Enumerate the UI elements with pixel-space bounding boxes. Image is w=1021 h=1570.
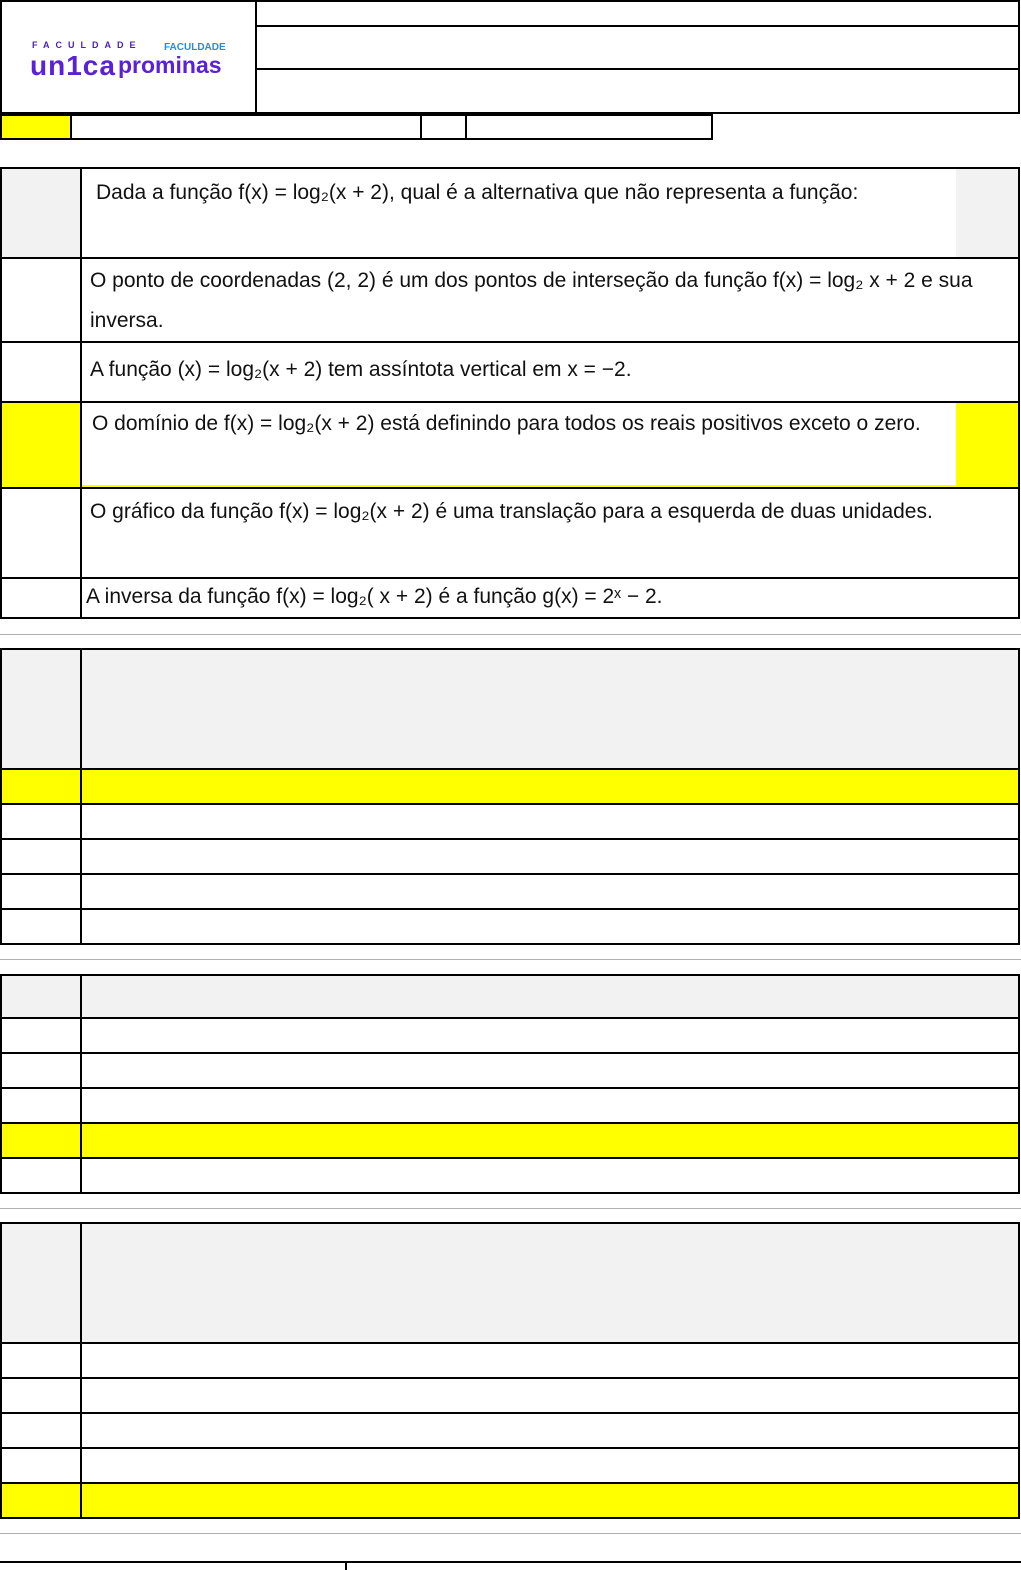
question-prompt-cell [80, 1222, 1020, 1344]
option-cell [80, 1052, 1020, 1089]
header-field-2 [255, 25, 1020, 70]
next-table-divider [345, 1561, 347, 1570]
option-letter-cell [0, 838, 82, 875]
option-text: O gráfico da função f(x) = log₂(x + 2) é uma translação para a esquerda de duas unidades. [90, 500, 933, 523]
option-letter-cell-correct [0, 1482, 82, 1519]
header-field-3 [255, 68, 1020, 114]
option-letter-cell [0, 1342, 82, 1379]
logo-unica-caption: FACULDADE [32, 40, 142, 50]
student-name-field [70, 114, 422, 140]
question-number-cell [0, 974, 82, 1019]
student-info-label-2 [420, 114, 467, 140]
question-separator [0, 959, 1021, 960]
option-cell [80, 257, 1020, 343]
logo-prominas-caption: FACULDADE [164, 42, 226, 53]
option-letter-cell [0, 341, 82, 403]
option-letter-cell [0, 873, 82, 910]
student-info-label [0, 114, 72, 140]
question-prompt-cell [80, 648, 1020, 770]
option-cell [80, 577, 1020, 619]
question-separator [0, 1208, 1021, 1209]
header-field-1 [255, 0, 1020, 27]
option-cell [80, 1447, 1020, 1484]
option-letter-cell-correct [0, 1122, 82, 1159]
option-letter-cell [0, 1052, 82, 1089]
option-cell [80, 341, 1020, 403]
option-cell [80, 873, 1020, 910]
option-cell [80, 803, 1020, 840]
logo-area [0, 0, 257, 114]
option-letter-cell [0, 577, 82, 619]
student-id-field [465, 114, 713, 140]
option-cell [80, 487, 1020, 579]
option-letter-cell [0, 257, 82, 343]
option-cell [80, 1342, 1020, 1379]
question-separator [0, 1533, 1021, 1534]
question-number-cell [0, 648, 82, 770]
next-table-edge [0, 1561, 1021, 1563]
logo-prominas: prominas [118, 52, 222, 78]
option-letter-cell [0, 1412, 82, 1449]
option-letter-cell [0, 1087, 82, 1124]
option-cell [80, 1087, 1020, 1124]
option-letter-cell-correct [0, 401, 82, 489]
question-prompt-cell [80, 167, 1020, 259]
option-cell [80, 1157, 1020, 1194]
option-cell [80, 908, 1020, 945]
option-cell-correct [80, 1482, 1020, 1519]
option-cell [80, 1412, 1020, 1449]
question-prompt: Dada a função f(x) = log₂(x + 2), qual é a alternativa que não representa a função: [96, 181, 859, 204]
option-letter-cell [0, 1017, 82, 1054]
logo-unica: un1ca [30, 50, 116, 81]
option-letter-cell [0, 803, 82, 840]
option-letter-cell [0, 487, 82, 579]
option-cell-correct [80, 1122, 1020, 1159]
option-cell [80, 1017, 1020, 1054]
question-separator [0, 634, 1021, 635]
question-number-cell [0, 167, 82, 259]
question-prompt-cell [80, 974, 1020, 1019]
option-letter-cell [0, 1377, 82, 1414]
option-letter-cell-correct [0, 768, 82, 805]
option-text: O domínio de f(x) = log₂(x + 2) está definindo para todos os reais positivos exceto o zero. [92, 412, 921, 435]
question-number-cell [0, 1222, 82, 1344]
option-letter-cell [0, 1447, 82, 1484]
option-text: O ponto de coordenadas (2, 2) é um dos pontos de interseção da função f(x) = log₂ x + 2 e sua inversa. [90, 269, 973, 332]
option-cell [80, 1377, 1020, 1414]
option-letter-cell [0, 1157, 82, 1194]
option-cell-correct [80, 768, 1020, 805]
option-text: A inversa da função f(x) = log₂( x + 2) é a função g(x) = 2ˣ − 2. [86, 585, 663, 608]
option-cell-correct [80, 401, 1020, 489]
option-letter-cell [0, 908, 82, 945]
option-text: A função (x) = log₂(x + 2) tem assíntota vertical em x = −2. [90, 358, 632, 381]
option-cell [80, 838, 1020, 875]
